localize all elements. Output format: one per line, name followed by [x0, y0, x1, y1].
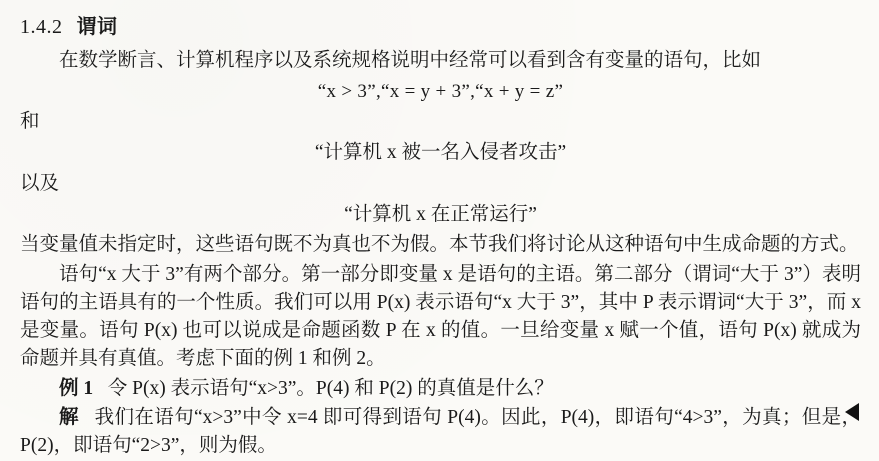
formula-line-1: “x > 3”,“x = y + 3”,“x + y = z”: [317, 80, 564, 102]
example-label: 例 1: [59, 377, 94, 399]
section-title: 谓词: [76, 16, 118, 38]
section-number: 1.4.2: [20, 16, 63, 38]
paragraph-intro: 在数学断言、计算机程序以及系统规格说明中经常可以看到含有变量的语句，比如: [59, 50, 762, 71]
end-of-example-marker: [845, 403, 859, 421]
quote-line-2: “计算机 x 在正常运行”: [344, 203, 537, 225]
example-body: 令 P(x) 表示语句“x>3”。P(4) 和 P(2) 的真值是什么？: [107, 377, 554, 399]
paragraph-predicate-explanation: 语句“x 大于 3”有两个部分。第一部分即变量 x 是语句的主语。第二部分（谓词“大于 3”）表明语句的主语具有的一个性质。我们可以用 P(x) 表示语句“x 大于 3”，其中 P 表示谓词“大于 3”，而 x 是变量。语句 P(x) 也可以说成是命题函数 P 在 x 的值。一旦给变量 x 赋一个值，语句 P(x) 就成为命题并具有真值。考虑下面的例 1 和例 2。: [20, 263, 861, 370]
quote-line-1: “计算机 x 被一名入侵者攻击”: [314, 141, 567, 163]
solution-label: 解: [59, 407, 79, 428]
paragraph-undefined-value: 当变量值未指定时，这些语句既不为真也不为假。本节我们将讨论从这种语句中生成命题的方式。: [20, 234, 859, 256]
label-yiji: 以及: [20, 172, 60, 194]
label-he: 和: [20, 110, 40, 132]
example-1: [20, 375, 861, 403]
solution-body: 我们在语句“x>3”中令 x=4 即可得到语句 P(4)。因此，P(4)，即语句“4>3”，为真；但是，P(2)，即语句“2>3”，则为假。: [20, 407, 861, 457]
section-heading: [20, 14, 861, 41]
solution-1: [20, 404, 861, 461]
